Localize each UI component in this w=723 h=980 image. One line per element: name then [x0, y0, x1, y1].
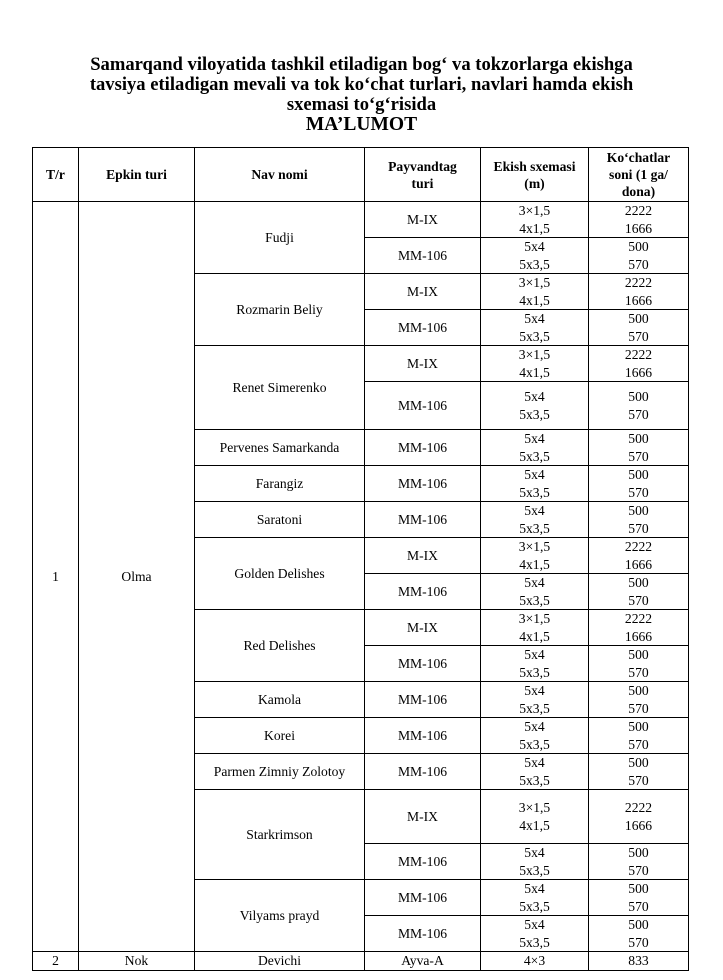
rootstock-cell: MM-106 — [365, 844, 481, 880]
count-value: 1666 — [624, 628, 653, 644]
header-tr: T/r — [33, 148, 79, 202]
scheme-value: 5x3,5 — [519, 256, 550, 272]
count-value: 500 — [628, 431, 649, 446]
count-value: 2222 — [624, 203, 653, 218]
count-value: 500 — [628, 575, 649, 590]
count-value: 1666 — [624, 292, 653, 308]
scheme-value: 3×1,5 — [518, 347, 551, 362]
scheme-cell — [481, 382, 589, 430]
title-line: Samarqand viloyatida tashkil etiladigan bog‘ va tokzorlarga ekishga — [90, 54, 633, 75]
variety-cell: Red Delishes — [195, 610, 365, 682]
scheme-cell — [481, 880, 589, 916]
count-value: 570 — [628, 934, 649, 950]
scheme-value: 4x1,5 — [519, 364, 550, 380]
header-crop: Epkin turi — [79, 148, 195, 202]
scheme-value: 4x1,5 — [519, 817, 550, 833]
scheme-cell — [481, 718, 589, 754]
variety-cell: Golden Delishes — [195, 538, 365, 610]
rootstock-cell: M-IX — [365, 790, 481, 844]
count-cell — [589, 274, 689, 310]
count-value: 570 — [628, 700, 649, 716]
scheme-value: 5x3,5 — [519, 700, 550, 716]
count-cell — [589, 754, 689, 790]
scheme-value: 5x4 — [524, 755, 545, 770]
scheme-value: 5x3,5 — [519, 772, 550, 788]
rootstock-cell: MM-106 — [365, 718, 481, 754]
count-cell — [589, 880, 689, 916]
scheme-cell — [481, 346, 589, 382]
table-row — [33, 202, 689, 238]
scheme-value: 5x4 — [524, 431, 545, 446]
variety-cell: Korei — [195, 718, 365, 754]
scheme-value: 5x4 — [524, 881, 545, 896]
count-cell — [589, 310, 689, 346]
count-value: 570 — [628, 328, 649, 344]
scheme-value: 5x4 — [524, 917, 545, 932]
count-value: 500 — [628, 845, 649, 860]
count-value: 2222 — [624, 347, 653, 362]
scheme-value: 5x4 — [524, 389, 545, 404]
count-value: 500 — [628, 683, 649, 698]
seedling-table — [32, 147, 689, 971]
variety-cell: Parmen Zimniy Zolotoy — [195, 754, 365, 790]
count-value: 2222 — [624, 539, 653, 554]
variety-cell: Farangiz — [195, 466, 365, 502]
count-value: 1666 — [624, 817, 653, 833]
scheme-value: 4x1,5 — [519, 220, 550, 236]
rootstock-cell: MM-106 — [365, 310, 481, 346]
scheme-value: 5x3,5 — [519, 664, 550, 680]
count-cell — [589, 718, 689, 754]
count-value: 570 — [628, 772, 649, 788]
count-value: 570 — [628, 736, 649, 752]
crop-cell: Nok — [79, 952, 195, 971]
variety-cell: Vilyams prayd — [195, 880, 365, 952]
scheme-cell — [481, 466, 589, 502]
title-line: tavsiya etiladigan mevali va tok ko‘chat turlari, navlari hamda ekish — [89, 74, 634, 95]
scheme-value: 5x3,5 — [519, 736, 550, 752]
variety-cell: Starkrimson — [195, 790, 365, 880]
variety-cell: Renet Simerenko — [195, 346, 365, 430]
header-count — [589, 148, 689, 202]
scheme-value: 3×1,5 — [518, 275, 551, 290]
scheme-value: 5x3,5 — [519, 520, 550, 536]
scheme-cell — [481, 790, 589, 844]
header-rootstock-line: Payvandtag — [388, 158, 457, 174]
header-rootstock-line: turi — [411, 175, 434, 191]
count-cell — [589, 430, 689, 466]
header-variety: Nav nomi — [195, 148, 365, 202]
scheme-cell — [481, 202, 589, 238]
scheme-value: 4x1,5 — [519, 556, 550, 572]
header-rootstock — [365, 148, 481, 202]
count-value: 2222 — [624, 275, 653, 290]
count-cell — [589, 790, 689, 844]
scheme-cell — [481, 574, 589, 610]
crop-cell: Olma — [79, 202, 195, 952]
rootstock-cell: MM-106 — [365, 238, 481, 274]
rootstock-cell: Ayva-A — [365, 952, 481, 971]
row-number-cell: 2 — [33, 952, 79, 971]
scheme-cell — [481, 502, 589, 538]
scheme-cell: 4×3 — [481, 952, 589, 971]
scheme-value: 3×1,5 — [518, 800, 551, 815]
scheme-value: 5x4 — [524, 845, 545, 860]
table-header-row — [33, 148, 689, 202]
scheme-value: 5x4 — [524, 311, 545, 326]
count-value: 500 — [628, 239, 649, 254]
scheme-value: 5x4 — [524, 239, 545, 254]
count-value: 570 — [628, 592, 649, 608]
scheme-cell — [481, 310, 589, 346]
count-cell — [589, 574, 689, 610]
count-value: 1666 — [624, 220, 653, 236]
rootstock-cell: MM-106 — [365, 754, 481, 790]
scheme-value: 3×1,5 — [518, 203, 551, 218]
rootstock-cell: MM-106 — [365, 646, 481, 682]
count-value: 500 — [628, 503, 649, 518]
count-cell — [589, 844, 689, 880]
scheme-cell — [481, 238, 589, 274]
scheme-value: 4x1,5 — [519, 292, 550, 308]
scheme-value: 5x3,5 — [519, 592, 550, 608]
rootstock-cell: M-IX — [365, 610, 481, 646]
rootstock-cell: MM-106 — [365, 430, 481, 466]
rootstock-cell: M-IX — [365, 274, 481, 310]
scheme-value: 5x3,5 — [519, 328, 550, 344]
count-value: 1666 — [624, 364, 653, 380]
variety-cell: Rozmarin Beliy — [195, 274, 365, 346]
rootstock-cell: MM-106 — [365, 682, 481, 718]
scheme-value: 5x4 — [524, 467, 545, 482]
title-line: sxemasi to‘g‘risida — [286, 94, 437, 115]
variety-cell: Fudji — [195, 202, 365, 274]
count-cell — [589, 346, 689, 382]
header-count-line: dona) — [621, 184, 656, 199]
scheme-value: 5x3,5 — [519, 898, 550, 914]
count-cell — [589, 538, 689, 574]
count-value: 500 — [628, 755, 649, 770]
count-value: 500 — [628, 389, 649, 404]
count-cell — [589, 382, 689, 430]
scheme-value: 5x3,5 — [519, 406, 550, 422]
scheme-cell — [481, 844, 589, 880]
document-title — [0, 55, 723, 135]
count-cell — [589, 610, 689, 646]
header-scheme — [481, 148, 589, 202]
header-scheme-line: Ekish sxemasi — [493, 158, 576, 174]
count-value: 570 — [628, 256, 649, 272]
count-value: 570 — [628, 898, 649, 914]
rootstock-cell: MM-106 — [365, 880, 481, 916]
rootstock-cell: MM-106 — [365, 466, 481, 502]
count-cell — [589, 916, 689, 952]
scheme-cell — [481, 646, 589, 682]
scheme-cell — [481, 610, 589, 646]
count-cell — [589, 202, 689, 238]
scheme-cell — [481, 916, 589, 952]
count-value: 2222 — [624, 800, 653, 815]
scheme-value: 5x3,5 — [519, 862, 550, 878]
rootstock-cell: MM-106 — [365, 502, 481, 538]
scheme-cell — [481, 274, 589, 310]
count-cell — [589, 646, 689, 682]
count-cell — [589, 466, 689, 502]
table-row — [33, 952, 689, 971]
header-scheme-line: (m) — [524, 175, 545, 191]
header-count-line: Ko‘chatlar — [606, 150, 671, 165]
count-value: 500 — [628, 311, 649, 326]
count-cell — [589, 502, 689, 538]
count-value: 570 — [628, 520, 649, 536]
scheme-value: 5x4 — [524, 503, 545, 518]
variety-cell: Saratoni — [195, 502, 365, 538]
count-value: 500 — [628, 719, 649, 734]
scheme-value: 5x4 — [524, 575, 545, 590]
scheme-value: 5x4 — [524, 647, 545, 662]
count-value: 500 — [628, 881, 649, 896]
count-value: 570 — [628, 448, 649, 464]
scheme-value: 3×1,5 — [518, 611, 551, 626]
count-cell: 833 — [589, 952, 689, 971]
variety-cell: Devichi — [195, 952, 365, 971]
count-value: 500 — [628, 647, 649, 662]
count-cell — [589, 238, 689, 274]
count-value: 570 — [628, 484, 649, 500]
header-count-line: soni (1 ga/ — [609, 167, 668, 182]
scheme-value: 3×1,5 — [518, 539, 551, 554]
count-value: 1666 — [624, 556, 653, 572]
scheme-value: 5x3,5 — [519, 448, 550, 464]
variety-cell: Kamola — [195, 682, 365, 718]
scheme-value: 5x4 — [524, 719, 545, 734]
scheme-value: 5x3,5 — [519, 484, 550, 500]
count-value: 570 — [628, 664, 649, 680]
rootstock-cell: M-IX — [365, 346, 481, 382]
count-cell — [589, 682, 689, 718]
count-value: 570 — [628, 406, 649, 422]
scheme-cell — [481, 754, 589, 790]
count-value: 2222 — [624, 611, 653, 626]
rootstock-cell: MM-106 — [365, 916, 481, 952]
count-value: 500 — [628, 467, 649, 482]
rootstock-cell: M-IX — [365, 538, 481, 574]
scheme-cell — [481, 682, 589, 718]
scheme-value: 5x4 — [524, 683, 545, 698]
title-heading: MA’LUMOT — [305, 114, 418, 135]
scheme-cell — [481, 430, 589, 466]
rootstock-cell: M-IX — [365, 202, 481, 238]
variety-cell: Pervenes Samarkanda — [195, 430, 365, 466]
scheme-value: 5x3,5 — [519, 934, 550, 950]
count-value: 500 — [628, 917, 649, 932]
count-value: 570 — [628, 862, 649, 878]
rootstock-cell: MM-106 — [365, 382, 481, 430]
scheme-value: 4x1,5 — [519, 628, 550, 644]
scheme-cell — [481, 538, 589, 574]
rootstock-cell: MM-106 — [365, 574, 481, 610]
row-number-cell: 1 — [33, 202, 79, 952]
